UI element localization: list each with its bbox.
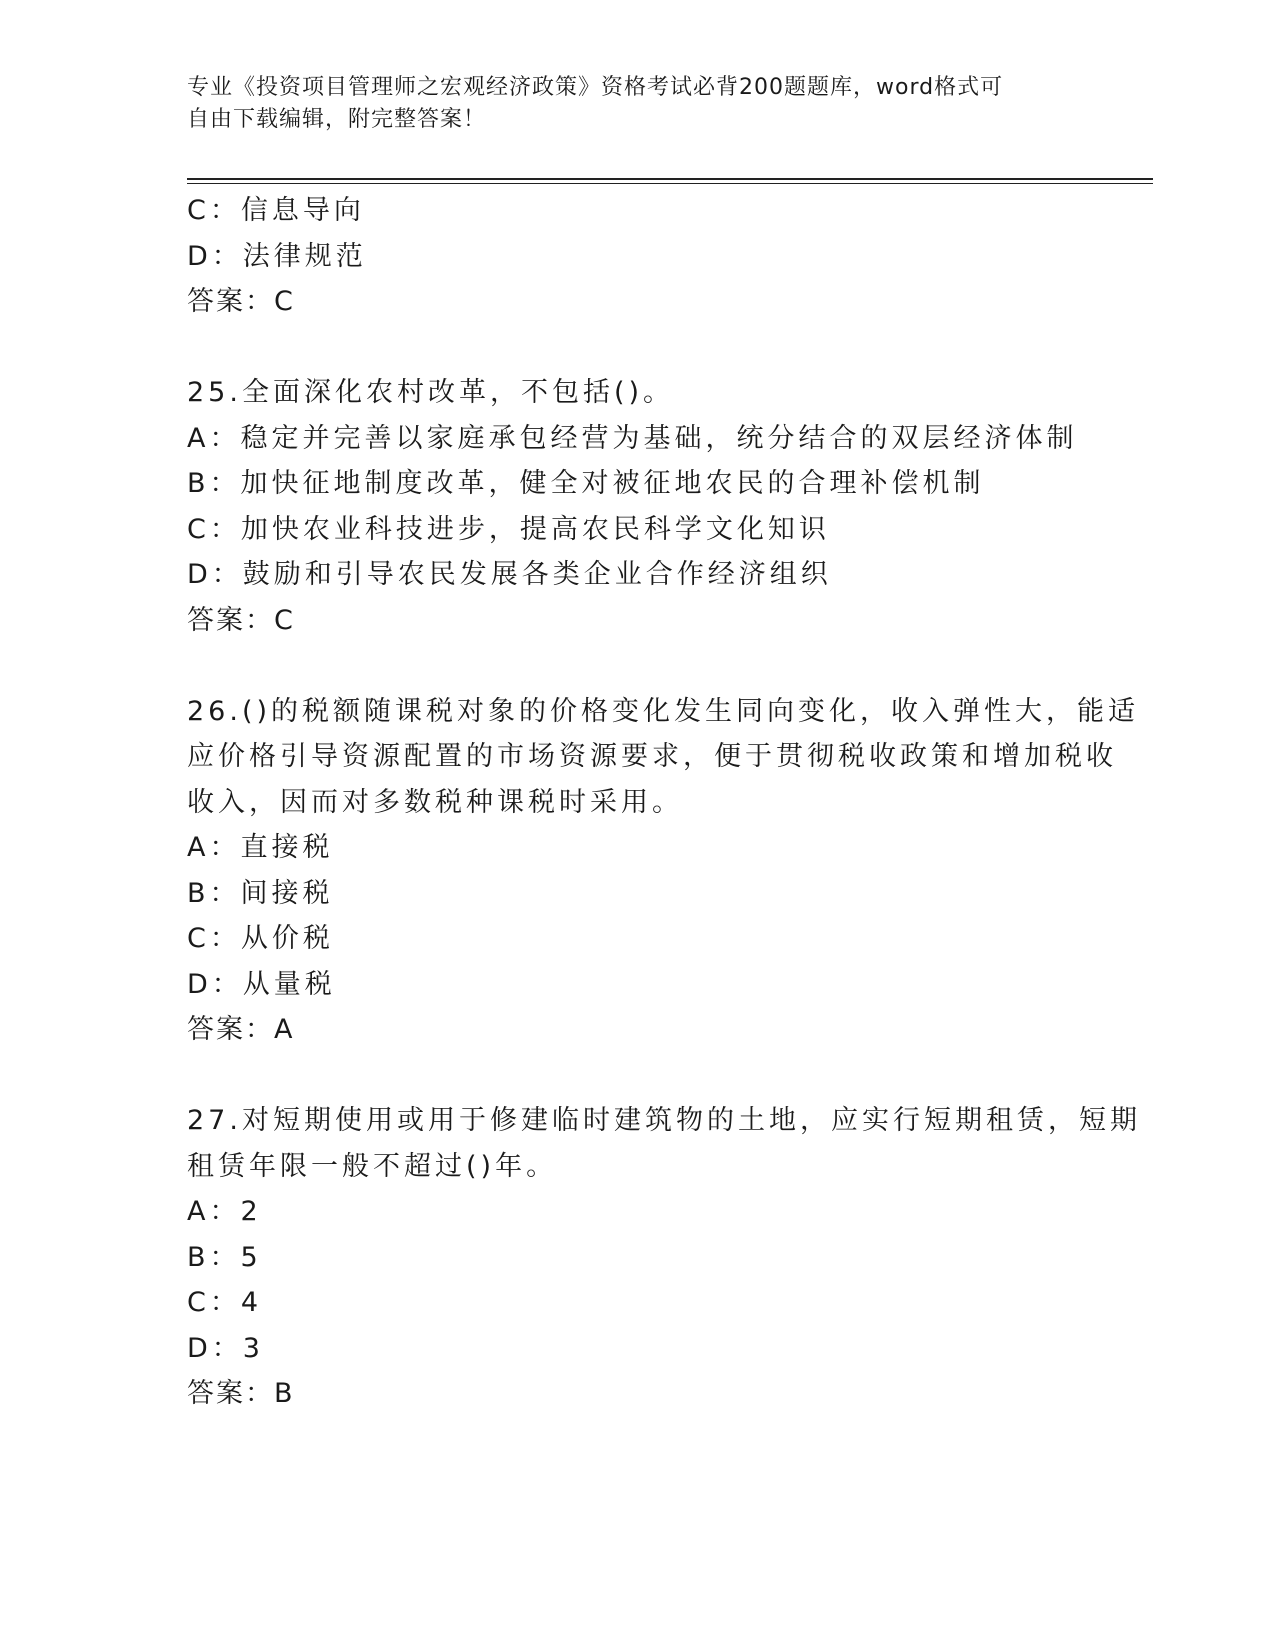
header-rule-thin — [187, 183, 1153, 184]
q27-option-b: B：5 — [187, 1241, 262, 1273]
q26-stem-line-3: 收入，因而对多数税种课税时采用。 — [187, 786, 683, 818]
q25-option-b: B：加快征地制度改革，健全对被征地农民的合理补偿机制 — [187, 468, 985, 499]
question-content — [187, 188, 1141, 1417]
q26-stem-line-1: 26.()的税额随课税对象的价格变化发生同向变化，收入弹性大，能适 — [187, 695, 1140, 727]
q26-stem-line-2: 应价格引导资源配置的市场资源要求，便于贯彻税收政策和增加税收 — [187, 741, 1117, 772]
q26-option-c: C：从价税 — [187, 923, 334, 954]
header-title-line-1: 专业《投资项目管理师之宏观经济政策》资格考试必背200题题库，word格式可 — [187, 75, 1004, 100]
document-header — [187, 72, 1067, 136]
q25-option-a: A：稳定并完善以家庭承包经营为基础，统分结合的双层经济体制 — [187, 422, 1078, 454]
header-title-line-2: 自由下载编辑，附完整答案！ — [187, 107, 487, 132]
q25-option-d: D：鼓励和引导农民发展各类企业合作经济组织 — [187, 559, 832, 590]
q27-stem-line-1: 27.对短期使用或用于修建临时建筑物的土地，应实行短期租赁，短期 — [187, 1105, 1141, 1136]
prev-option-c: C：信息导向 — [187, 195, 365, 226]
prev-option-d: D：法律规范 — [187, 240, 367, 272]
header-rule-thick — [187, 178, 1153, 180]
q27-answer: 答案：B — [187, 1378, 295, 1409]
spacer — [187, 325, 1087, 371]
q27-option-a: A：2 — [187, 1196, 262, 1227]
q27-option-c: C：4 — [187, 1287, 263, 1318]
q27-stem-line-2: 租赁年限一般不超过()年。 — [187, 1150, 558, 1182]
q26-option-b: B：间接税 — [187, 877, 334, 909]
q26-option-a: A：直接税 — [187, 832, 334, 863]
q25-answer: 答案：C — [187, 604, 295, 636]
q26-answer: 答案：A — [187, 1014, 295, 1045]
q27-option-d: D：3 — [187, 1332, 264, 1364]
q25-stem: 25.全面深化农村改革，不包括()。 — [187, 377, 675, 408]
spacer — [187, 1053, 1087, 1099]
spacer — [187, 643, 1087, 689]
q25-option-c: C：加快农业科技进步，提高农民科学文化知识 — [187, 513, 830, 545]
q26-option-d: D：从量税 — [187, 968, 336, 1000]
prev-answer: 答案：C — [187, 286, 295, 317]
